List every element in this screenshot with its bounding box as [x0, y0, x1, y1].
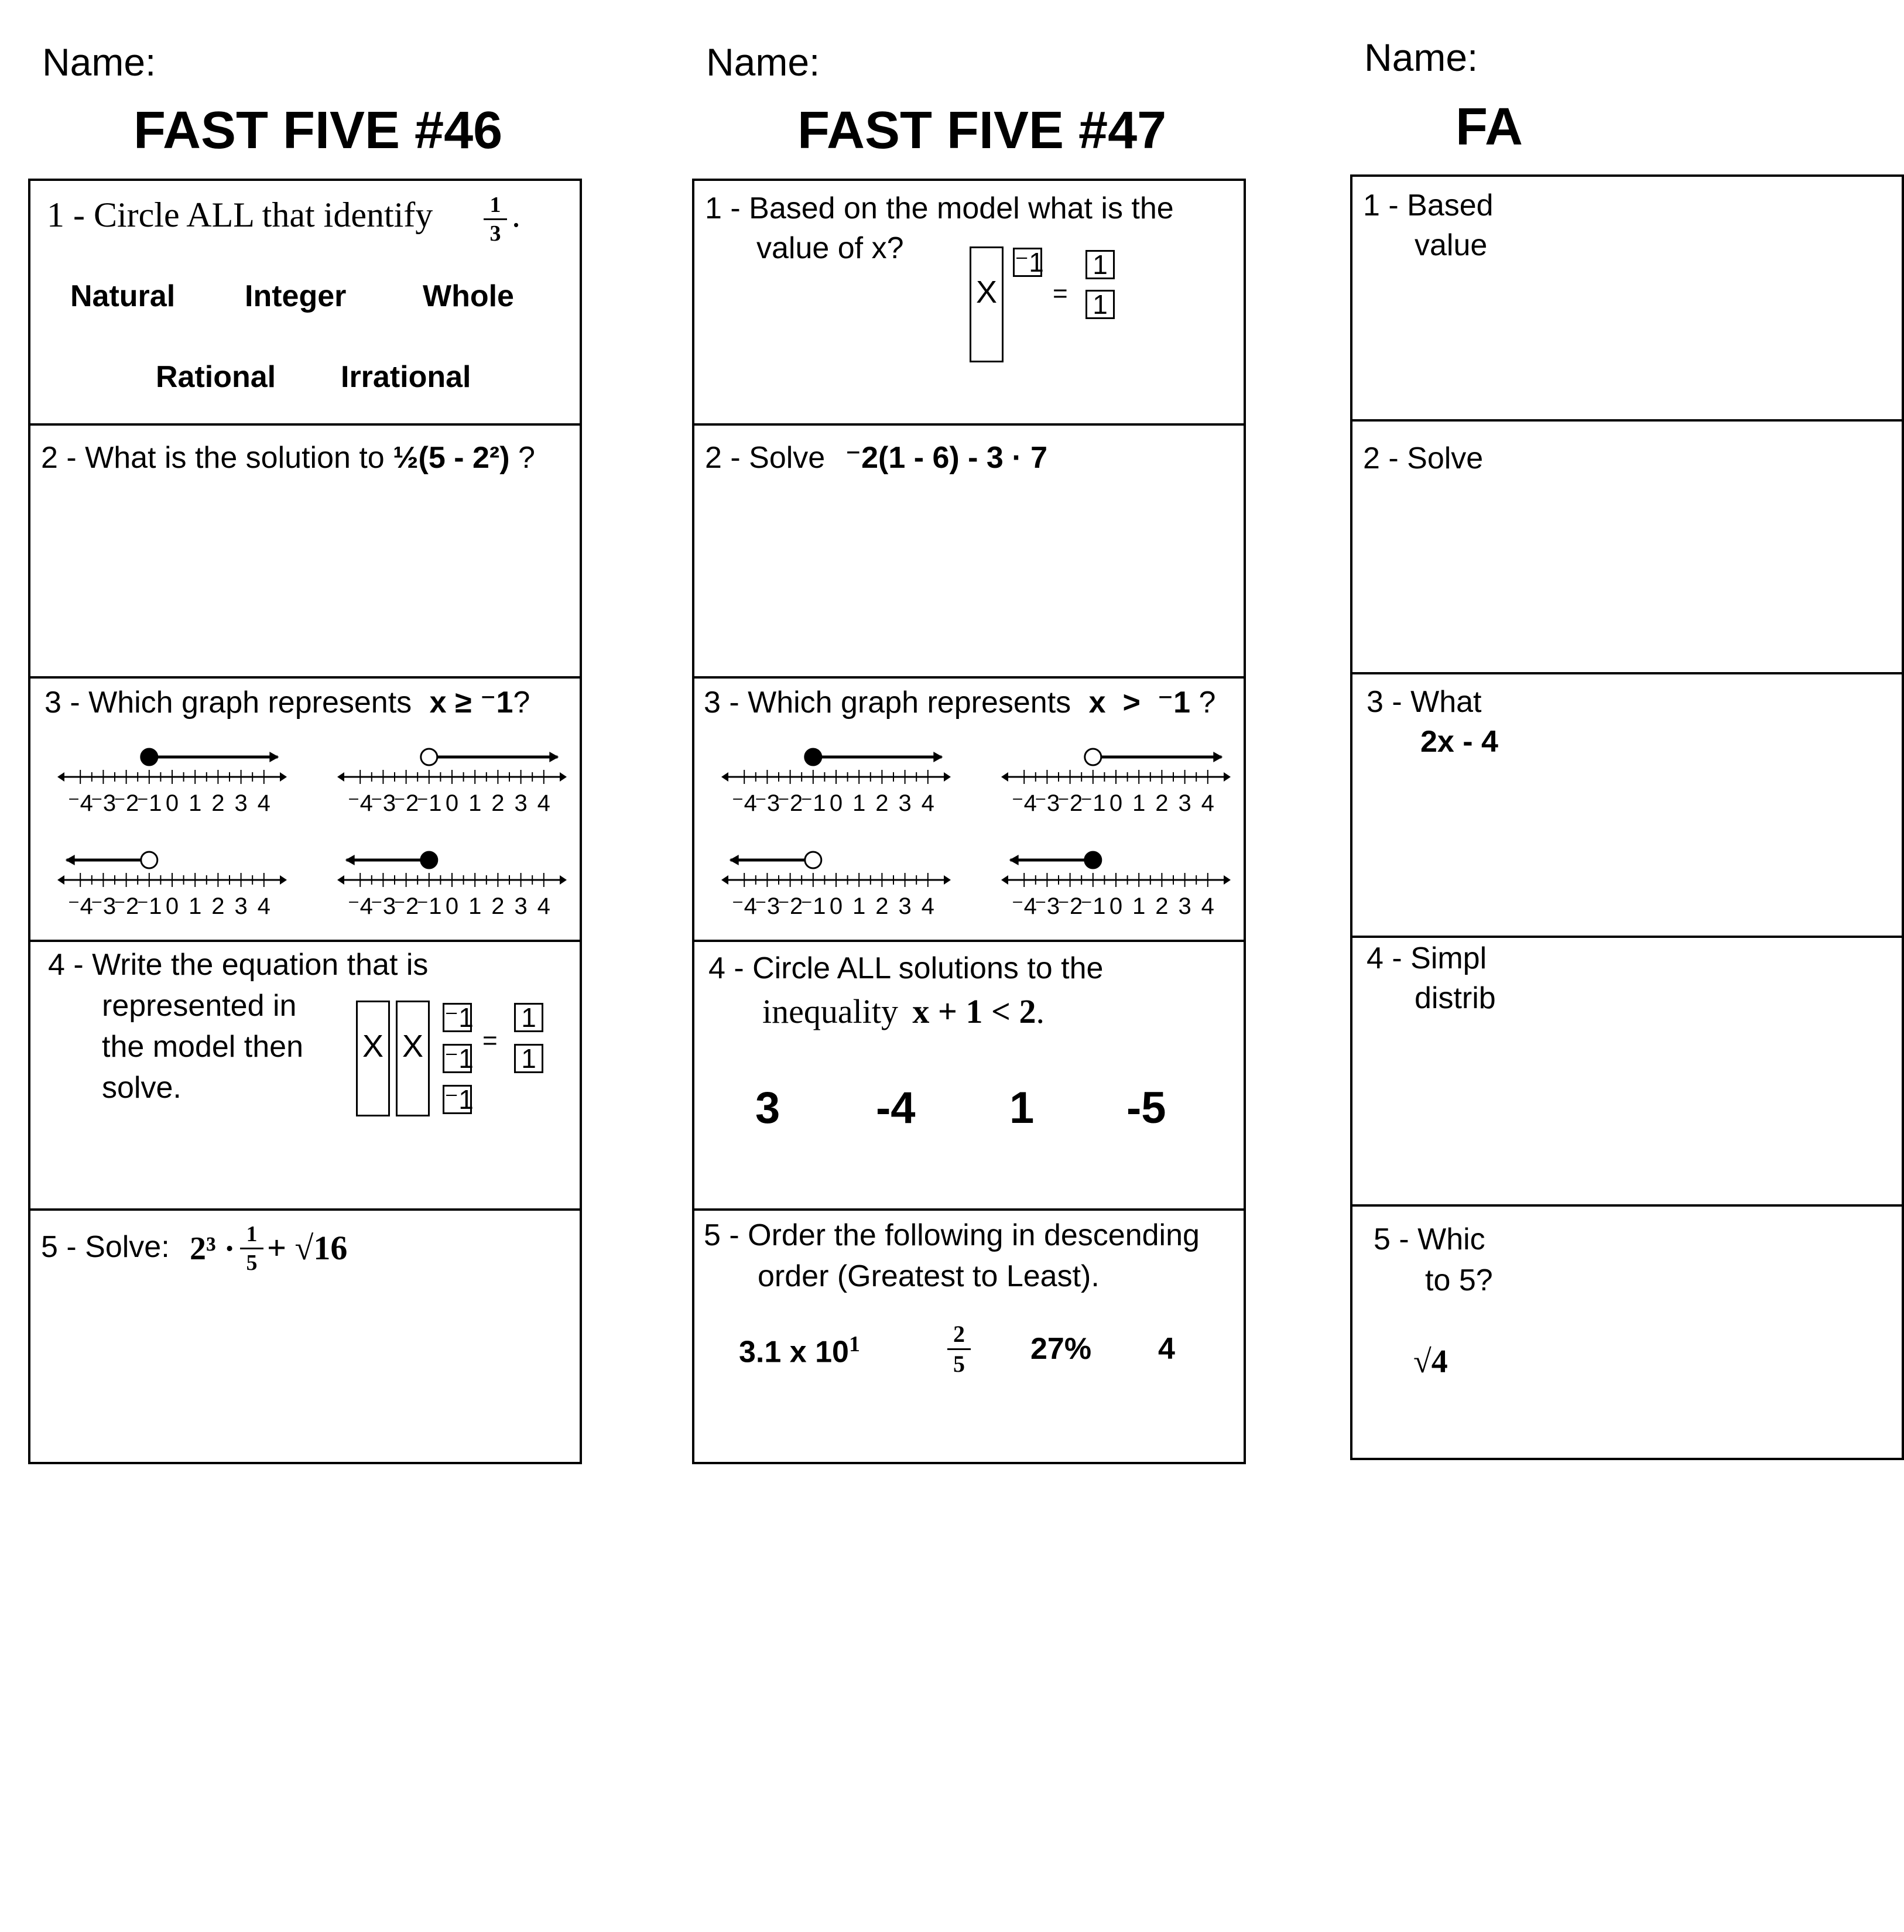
- tick-label: 0: [829, 790, 843, 816]
- fraction-numerator: 1: [489, 193, 501, 217]
- question-panel: [692, 179, 1246, 1464]
- tick-label: ⁻1: [416, 893, 442, 919]
- tick-label: 2: [875, 790, 889, 816]
- axis-arrow-left: [337, 772, 344, 782]
- choice-neg-4[interactable]: -4: [876, 1083, 916, 1133]
- worksheet-title: FAST FIVE #47: [797, 101, 1167, 160]
- axis-arrow-left: [1001, 875, 1008, 885]
- divider: [30, 940, 580, 942]
- tick-label: ⁻2: [1057, 790, 1083, 816]
- tick-label: 4: [1201, 893, 1214, 919]
- tick-label: 1: [189, 893, 202, 919]
- number-line-graph-b[interactable]: [329, 743, 575, 819]
- tick-label: ⁻4: [67, 790, 93, 816]
- fraction-denominator: 3: [489, 221, 501, 246]
- order-item-integer[interactable]: 4: [1158, 1332, 1175, 1366]
- number-line-graph-c[interactable]: [49, 846, 295, 922]
- number-line-graph-b[interactable]: [993, 743, 1239, 819]
- tick-label: 1: [1132, 893, 1146, 919]
- q5-line-1: 5 - Whic: [1374, 1222, 1485, 1256]
- tick-label: ⁻3: [754, 893, 780, 919]
- axis-arrow-right: [1224, 875, 1231, 885]
- q1-line-1: 1 - Based: [1363, 189, 1494, 222]
- tick-label: 0: [165, 790, 179, 816]
- tick-label: ⁻1: [416, 790, 442, 816]
- q5-fraction: [240, 1223, 263, 1274]
- tick-label: 3: [1178, 790, 1191, 816]
- q4-inequality-label: inequality: [762, 992, 898, 1030]
- axis-arrow-left: [57, 875, 64, 885]
- axis-arrow-right: [944, 772, 951, 782]
- ray-arrowhead: [1213, 752, 1222, 762]
- number-line-graph-a[interactable]: [713, 743, 959, 819]
- choice-integer[interactable]: Integer: [245, 279, 347, 313]
- open-endpoint: [805, 852, 821, 868]
- order-item-scientific[interactable]: [739, 1332, 860, 1370]
- q4-line-2: [762, 992, 1045, 1032]
- equals-sign: =: [482, 1026, 498, 1055]
- choice-irrational[interactable]: Irrational: [341, 360, 471, 394]
- scientific-base: 3.1 x 10: [739, 1335, 849, 1369]
- closed-endpoint: [1085, 852, 1101, 868]
- worksheet-title: FA: [1456, 98, 1523, 156]
- tick-label: ⁻1: [1080, 893, 1106, 919]
- tick-label: 0: [1109, 790, 1123, 816]
- q3-line-1: 3 - What: [1367, 685, 1482, 719]
- name-label: Name:: [1364, 36, 1478, 79]
- tick-label: ⁻1: [800, 790, 826, 816]
- tick-label: ⁻4: [67, 893, 93, 919]
- number-line-graph-a[interactable]: [49, 743, 295, 819]
- q3-inequality: x > ⁻1: [1088, 686, 1191, 720]
- tick-label: 0: [445, 893, 459, 919]
- tick-label: 1: [189, 790, 202, 816]
- q3-qmark: ?: [1198, 686, 1216, 720]
- choice-rational[interactable]: Rational: [156, 360, 276, 394]
- name-label: Name:: [706, 40, 820, 84]
- ray-arrowhead: [345, 855, 355, 865]
- x-tile: X: [356, 1001, 390, 1116]
- q4-line-4: solve.: [102, 1071, 182, 1105]
- q3-qmark: ?: [513, 686, 530, 720]
- choice-neg-5[interactable]: -5: [1126, 1083, 1166, 1133]
- axis-arrow-right: [280, 772, 287, 782]
- tick-label: ⁻3: [370, 790, 396, 816]
- question-panel: [1350, 174, 1904, 1460]
- tick-label: ⁻2: [393, 893, 419, 919]
- negative-unit-tile: ⁻1: [443, 1044, 472, 1073]
- q5-line-2: to 5?: [1425, 1263, 1493, 1297]
- divider: [1352, 936, 1902, 938]
- name-label: Name:: [42, 40, 156, 84]
- ray-arrowhead: [549, 752, 559, 762]
- fraction-denominator: 5: [246, 1251, 258, 1275]
- tick-label: ⁻4: [1011, 790, 1037, 816]
- fraction-numerator: 2: [953, 1321, 965, 1347]
- q3-prompt: [44, 686, 530, 721]
- tick-label: 0: [829, 893, 843, 919]
- tick-label: ⁻3: [1034, 893, 1060, 919]
- tick-label: 2: [1155, 893, 1169, 919]
- ray-arrowhead: [66, 855, 75, 865]
- ray-arrowhead: [269, 752, 279, 762]
- negative-unit-tile: ⁻1: [1013, 248, 1042, 277]
- q2-text: 2 - Solve: [705, 441, 826, 475]
- tick-label: 4: [537, 893, 550, 919]
- q4-period: .: [1036, 992, 1045, 1030]
- q4-line-1: 4 - Write the equation that is: [48, 948, 429, 982]
- tick-label: ⁻1: [136, 893, 162, 919]
- ray-arrowhead: [730, 855, 739, 865]
- choice-whole[interactable]: Whole: [423, 279, 514, 313]
- positive-unit-tile: 1: [1085, 250, 1115, 279]
- scientific-exponent: 1: [848, 1332, 860, 1356]
- q3-text: 3 - Which graph represents: [704, 686, 1071, 720]
- tick-label: ⁻2: [393, 790, 419, 816]
- fraction-numerator: 1: [246, 1222, 258, 1246]
- tick-label: 1: [852, 790, 866, 816]
- q1-line-1: 1 - Based on the model what is the: [705, 191, 1174, 225]
- q4-line-2: distrib: [1415, 981, 1496, 1015]
- q1-period: .: [512, 196, 520, 234]
- tick-label: 0: [445, 790, 459, 816]
- q5-line-2: order (Greatest to Least).: [758, 1259, 1100, 1293]
- tick-label: 2: [491, 790, 505, 816]
- tick-label: ⁻3: [90, 790, 117, 816]
- tick-label: ⁻2: [777, 790, 803, 816]
- q5-root: + √16: [267, 1229, 348, 1267]
- open-endpoint: [1085, 749, 1101, 765]
- q1-fraction: [484, 194, 507, 245]
- tick-label: ⁻1: [800, 893, 826, 919]
- question-panel: [28, 179, 582, 1464]
- tick-label: 3: [234, 790, 248, 816]
- tick-label: ⁻4: [731, 790, 757, 816]
- axis-arrow-left: [337, 875, 344, 885]
- q4-line-1: 4 - Circle ALL solutions to the: [708, 951, 1104, 985]
- divider: [1352, 1204, 1902, 1207]
- choice-3[interactable]: 3: [755, 1083, 780, 1133]
- q4-inequality: x + 1 < 2: [912, 992, 1036, 1030]
- divider: [30, 423, 580, 426]
- x-tile: X: [396, 1001, 430, 1116]
- axis-arrow-right: [560, 772, 567, 782]
- divider: [30, 676, 580, 679]
- tick-label: 1: [468, 893, 482, 919]
- tick-label: ⁻4: [1011, 893, 1037, 919]
- tick-label: 2: [211, 790, 225, 816]
- tick-label: ⁻1: [1080, 790, 1106, 816]
- tick-label: 4: [921, 893, 934, 919]
- fraction-denominator: 5: [953, 1351, 965, 1377]
- open-endpoint: [141, 852, 157, 868]
- tick-label: ⁻3: [754, 790, 780, 816]
- tick-label: ⁻3: [370, 893, 396, 919]
- ray-arrowhead: [933, 752, 943, 762]
- q5-line-1: 5 - Order the following in descending: [704, 1218, 1200, 1252]
- ray-arrowhead: [1009, 855, 1019, 865]
- tick-label: 1: [468, 790, 482, 816]
- q3-inequality: x ≥ ⁻1: [429, 686, 513, 720]
- q1-prompt: 1 - Circle ALL that identify: [47, 196, 433, 234]
- tick-label: 3: [1178, 893, 1191, 919]
- axis-arrow-left: [57, 772, 64, 782]
- axis-arrow-right: [944, 875, 951, 885]
- order-item-percent[interactable]: 27%: [1030, 1332, 1092, 1366]
- q2-prompt: 2 - Solve: [1363, 441, 1484, 475]
- open-endpoint: [421, 749, 437, 765]
- tick-label: 1: [1132, 790, 1146, 816]
- q4-line-2: represented in: [102, 989, 297, 1023]
- tick-label: 4: [921, 790, 934, 816]
- tick-label: 2: [1155, 790, 1169, 816]
- divider: [694, 940, 1244, 942]
- tick-label: 0: [1109, 893, 1123, 919]
- tick-label: ⁻2: [1057, 893, 1083, 919]
- q1-line-2: value: [1415, 228, 1488, 262]
- tick-label: 4: [537, 790, 550, 816]
- q5-item-root: √4: [1413, 1344, 1448, 1380]
- q2-expression: ⁻2(1 - 6) - 3 · 7: [845, 441, 1047, 475]
- q3-text: 3 - Which graph represents: [44, 686, 412, 720]
- tick-label: 2: [491, 893, 505, 919]
- q2-text: 2 - What is the solution to: [41, 441, 385, 475]
- tick-label: 4: [257, 893, 270, 919]
- closed-endpoint: [805, 749, 821, 765]
- tick-label: ⁻4: [731, 893, 757, 919]
- q1-line-2: value of x?: [756, 231, 904, 265]
- divider: [1352, 672, 1902, 674]
- q3-expression: 2x - 4: [1420, 725, 1498, 759]
- tick-label: 3: [898, 790, 912, 816]
- q2-expression: ½(5 - 2²): [393, 441, 510, 475]
- q5-prompt: 5 - Solve:: [41, 1230, 170, 1264]
- axis-arrow-right: [560, 875, 567, 885]
- positive-unit-tile: 1: [514, 1044, 543, 1073]
- tick-label: 2: [211, 893, 225, 919]
- tick-label: ⁻1: [136, 790, 162, 816]
- q4-line-3: the model then: [102, 1030, 304, 1064]
- axis-arrow-right: [280, 875, 287, 885]
- positive-unit-tile: 1: [1085, 290, 1115, 319]
- axis-arrow-left: [721, 875, 728, 885]
- number-line-graph-d[interactable]: [993, 846, 1239, 922]
- equals-sign: =: [1053, 279, 1068, 308]
- positive-unit-tile: 1: [514, 1003, 543, 1032]
- x-tile: X: [970, 246, 1004, 362]
- tick-label: 4: [257, 790, 270, 816]
- closed-endpoint: [141, 749, 157, 765]
- negative-unit-tile: ⁻1: [443, 1003, 472, 1032]
- tick-label: 3: [898, 893, 912, 919]
- divider: [30, 1208, 580, 1211]
- q2-prompt: [41, 441, 535, 476]
- tick-label: 0: [165, 893, 179, 919]
- q2-qmark: ?: [518, 441, 535, 475]
- tick-label: 4: [1201, 790, 1214, 816]
- axis-arrow-right: [1224, 772, 1231, 782]
- tick-label: 3: [514, 893, 528, 919]
- q2-prompt: [705, 441, 1047, 476]
- tick-label: ⁻4: [347, 790, 373, 816]
- choice-1[interactable]: 1: [1009, 1083, 1035, 1133]
- q3-prompt: [704, 686, 1215, 721]
- q4-line-1: 4 - Simpl: [1367, 941, 1487, 975]
- tick-label: ⁻2: [113, 893, 139, 919]
- worksheet-partial: [1323, 0, 1523, 1932]
- divider: [694, 423, 1244, 426]
- tick-label: ⁻3: [90, 893, 117, 919]
- tick-label: 3: [234, 893, 248, 919]
- negative-unit-tile: ⁻1: [443, 1085, 472, 1114]
- tick-label: 2: [875, 893, 889, 919]
- q5-power: 2³ ·: [190, 1231, 235, 1267]
- tick-label: ⁻4: [347, 893, 373, 919]
- tick-label: 1: [852, 893, 866, 919]
- tick-label: ⁻3: [1034, 790, 1060, 816]
- worksheet-title: FAST FIVE #46: [133, 101, 503, 160]
- order-item-fraction[interactable]: [947, 1323, 971, 1376]
- number-line-graph-d[interactable]: [329, 846, 575, 922]
- divider: [694, 676, 1244, 679]
- closed-endpoint: [421, 852, 437, 868]
- choice-natural[interactable]: Natural: [70, 279, 176, 313]
- axis-arrow-left: [721, 772, 728, 782]
- axis-arrow-left: [1001, 772, 1008, 782]
- divider: [1352, 419, 1902, 422]
- divider: [694, 1208, 1244, 1211]
- tick-label: 3: [514, 790, 528, 816]
- tick-label: ⁻2: [777, 893, 803, 919]
- tick-label: ⁻2: [113, 790, 139, 816]
- number-line-graph-c[interactable]: [713, 846, 959, 922]
